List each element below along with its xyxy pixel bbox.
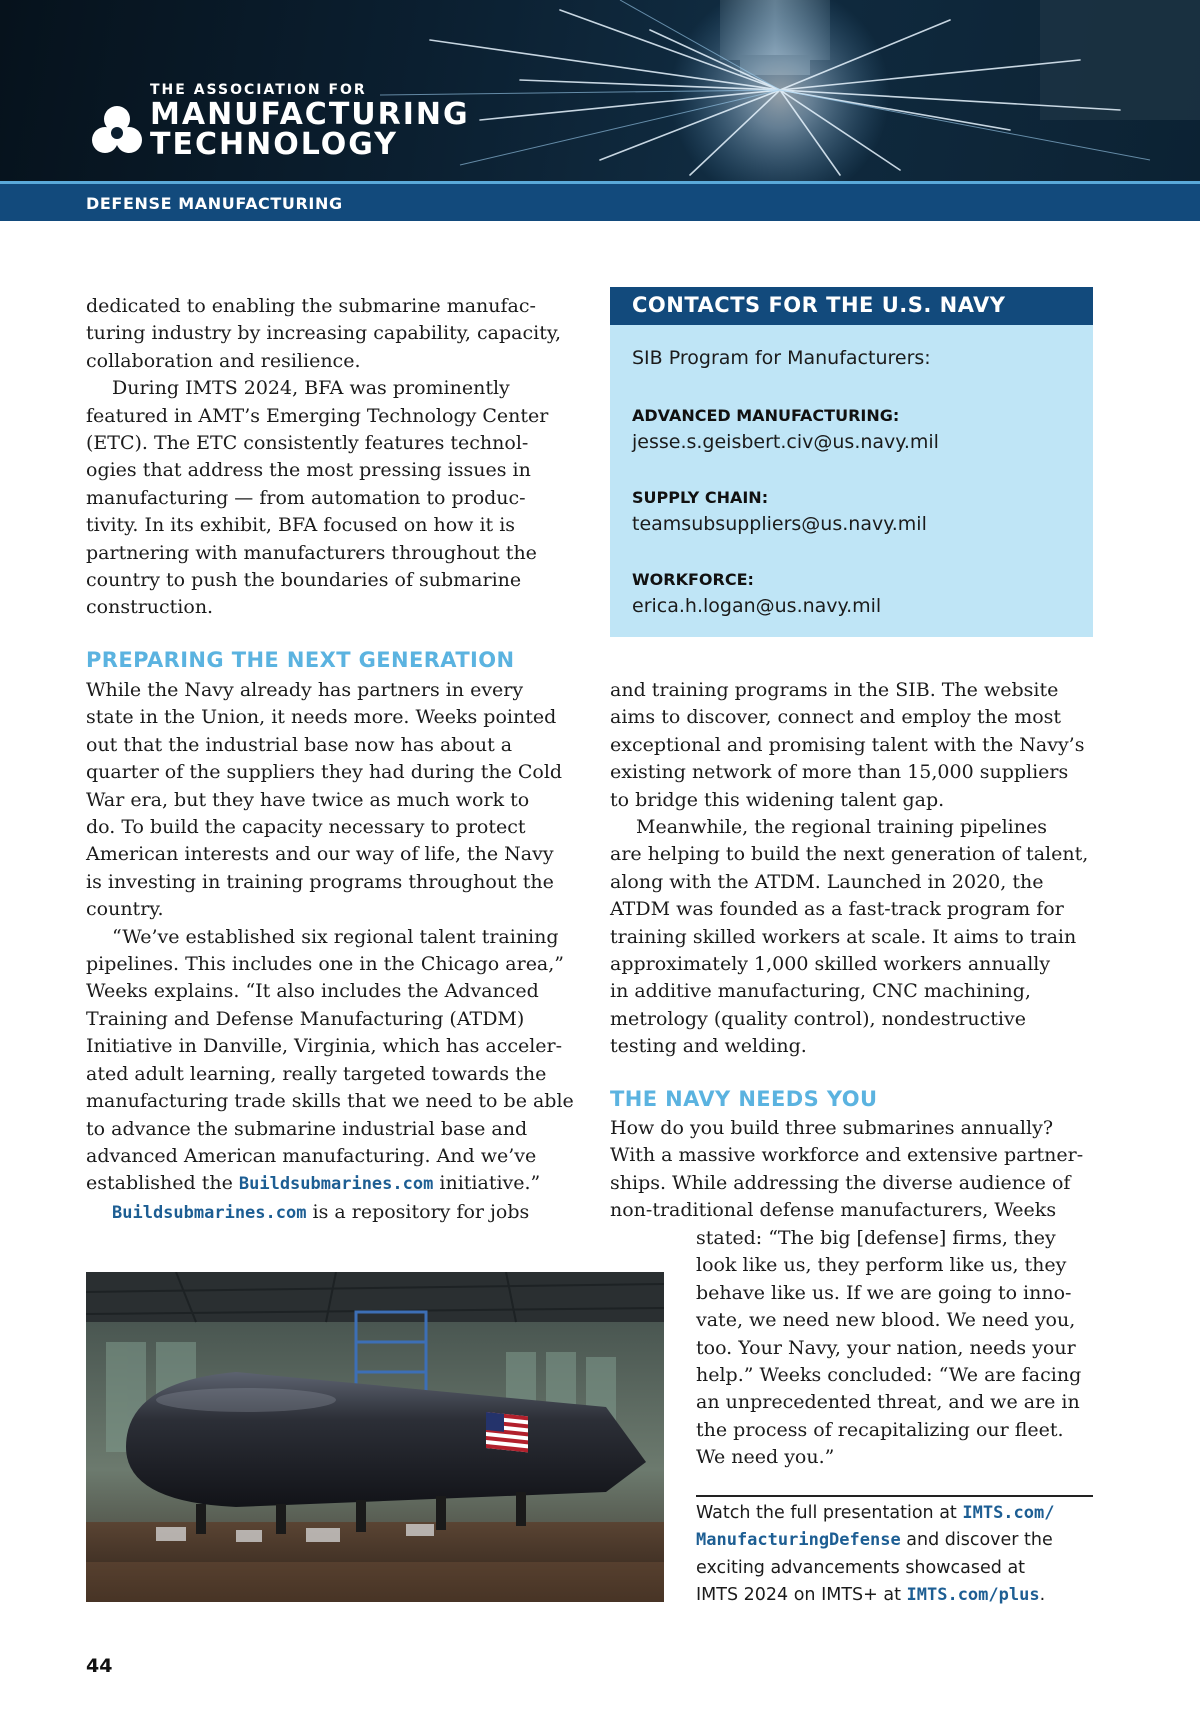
text-line: partnering with manufacturers throughout the: [86, 541, 537, 564]
header-banner: [0, 0, 1200, 181]
text-line: help.” Weeks concluded: “We are facing: [696, 1364, 1082, 1387]
text-line: During IMTS 2024, BFA was prominently: [112, 377, 510, 400]
text-fragment: established the: [86, 1172, 239, 1195]
text-line: metrology (quality control), nondestructive: [610, 1007, 1026, 1030]
buildsubmarines-link-2[interactable]: Buildsubmarines.com: [112, 1202, 307, 1223]
text-line: aims to discover, connect and employ the most: [610, 706, 1062, 729]
advanced-manufacturing-label: ADVANCED MANUFACTURING:: [632, 406, 900, 425]
text-line: Training and Defense Manufacturing (ATDM): [86, 1007, 525, 1030]
text-line: American interests and our way of life, the Navy: [86, 843, 554, 866]
text-line: [696, 1500, 1096, 1527]
logo-tagline: THE ASSOCIATION FOR: [150, 82, 367, 98]
text-line: to bridge this widening talent gap.: [610, 788, 945, 811]
text-line: in additive manufacturing, CNC machining,: [610, 980, 1031, 1003]
text-line: look like us, they perform like us, they: [696, 1254, 1067, 1277]
text-line: [86, 1199, 586, 1227]
supply-chain-label: SUPPLY CHAIN:: [632, 488, 769, 507]
text-fragment: IMTS 2024 on IMTS+ at: [696, 1585, 907, 1606]
text-line: pipelines. This includes one in the Chicago area,”: [86, 953, 565, 976]
text-line: along with the ATDM. Launched in 2020, the: [610, 870, 1044, 893]
submarine-photo: [86, 1272, 664, 1602]
text-line: How do you build three submarines annually?: [610, 1117, 1054, 1139]
heading-preparing-next-generation: PREPARING THE NEXT GENERATION: [86, 648, 515, 672]
contacts-title: CONTACTS FOR THE U.S. NAVY: [632, 293, 1006, 317]
text-line: vate, we need new blood. We need you,: [696, 1309, 1076, 1332]
quote-wrap-text: [696, 1225, 1106, 1472]
text-fragment: Watch the full presentation at: [696, 1503, 963, 1523]
text-line: We need you.”: [696, 1446, 835, 1469]
text-fragment: initiative.”: [433, 1172, 541, 1195]
text-line: “We’ve established six regional talent training: [112, 925, 559, 948]
text-line: country to push the boundaries of submarine: [86, 569, 522, 592]
amt-logo-icon: [88, 102, 146, 160]
text-line: country.: [86, 898, 164, 921]
text-line: exciting advancements showcased at: [696, 1557, 1026, 1578]
text-line: ATDM was founded as a fast-track program for: [610, 898, 1064, 921]
text-line: manufacturing trade skills that we need to be able: [86, 1090, 574, 1113]
text-line: advanced American manufacturing. And we’ve: [86, 1144, 537, 1167]
logo-line-1: MANUFACTURING: [150, 97, 470, 132]
text-line: behave like us. If we are going to inno-: [696, 1281, 1072, 1304]
text-line: manufacturing — from automation to produc-: [86, 486, 526, 509]
left-column-intro: [86, 293, 586, 622]
imts-manufacturing-defense-link[interactable]: IMTS.com/: [962, 1503, 1055, 1523]
text-line: Weeks explains. “It also includes the Advanced: [86, 980, 539, 1003]
text-line: turing industry by increasing capability, capacity,: [86, 322, 562, 345]
text-line: existing network of more than 15,000 suppliers: [610, 761, 1069, 784]
workforce-label: WORKFORCE:: [632, 570, 754, 589]
text-line: collaboration and resilience.: [86, 349, 361, 372]
contacts-header: [610, 287, 1093, 325]
submarine-image: [86, 1272, 664, 1602]
text-line: state in the Union, it needs more. Weeks pointed: [86, 706, 557, 729]
text-line: quarter of the suppliers they had during the Cold: [86, 761, 563, 784]
text-line: ated adult learning, really targeted towards the: [86, 1062, 547, 1085]
text-line: stated: “The big [defense] firms, they: [696, 1227, 1056, 1249]
text-fragment: and discover the: [900, 1530, 1053, 1551]
text-fragment: .: [1039, 1585, 1046, 1606]
text-line: out that the industrial base now has about a: [86, 733, 513, 756]
heading-navy-needs-you: THE NAVY NEEDS YOU: [610, 1087, 878, 1111]
text-line: an unprecedented threat, and we are in: [696, 1391, 1080, 1414]
text-line: is investing in training programs throughout the: [86, 870, 554, 893]
text-line: With a massive workforce and extensive partner-: [610, 1144, 1084, 1167]
text-line: [696, 1582, 1096, 1609]
text-line: (ETC). The ETC consistently features technol-: [86, 432, 529, 455]
text-line: training skilled workers at scale. It aims to train: [610, 925, 1077, 948]
contacts-intro: SIB Program for Manufacturers:: [632, 347, 931, 369]
text-fragment: is a repository for jobs: [306, 1200, 530, 1223]
text-line: testing and welding.: [610, 1035, 807, 1058]
text-line: dedicated to enabling the submarine manufac-: [86, 295, 536, 317]
workforce-email[interactable]: erica.h.logan@us.navy.mil: [632, 595, 882, 617]
right-column-body: [610, 677, 1110, 1061]
text-line: too. Your Navy, your nation, needs your: [696, 1336, 1076, 1359]
text-line: featured in AMT’s Emerging Technology Center: [86, 404, 549, 427]
left-column-body: [86, 677, 586, 1227]
text-line: and training programs in the SIB. The website: [610, 679, 1059, 701]
right-column-closing: [610, 1115, 1110, 1225]
buildsubmarines-link[interactable]: Buildsubmarines.com: [238, 1174, 434, 1195]
section-label: DEFENSE MANUFACTURING: [86, 194, 343, 213]
text-line: War era, but they have twice as much work to: [86, 788, 530, 811]
text-line: ships. While addressing the diverse audience of: [610, 1171, 1071, 1194]
advanced-manufacturing-email[interactable]: jesse.s.geisbert.civ@us.navy.mil: [632, 431, 939, 453]
section-bar: [0, 181, 1200, 221]
text-line: tivity. In its exhibit, BFA focused on how it is: [86, 514, 516, 537]
text-line: [86, 1170, 586, 1198]
text-line: Initiative in Danville, Virginia, which has acceler-: [86, 1035, 563, 1058]
navy-contacts-box: [610, 287, 1093, 637]
logo-line-2: TECHNOLOGY: [150, 127, 398, 162]
text-line: non-traditional defense manufacturers, Weeks: [610, 1199, 1057, 1222]
text-line: ogies that address the most pressing issues in: [86, 459, 531, 482]
text-line: approximately 1,000 skilled workers annually: [610, 953, 1051, 976]
text-line: the process of recapitalizing our fleet.: [696, 1418, 1064, 1441]
text-line: are helping to build the next generation of talent,: [610, 843, 1089, 866]
page-number: 44: [86, 1655, 113, 1677]
supply-chain-email[interactable]: teamsubsuppliers@us.navy.mil: [632, 513, 927, 535]
divider-line: [696, 1495, 1093, 1497]
text-line: do. To build the capacity necessary to protect: [86, 816, 526, 839]
imts-plus-link[interactable]: IMTS.com/plus: [906, 1585, 1040, 1606]
imts-manufacturing-defense-link-2[interactable]: ManufacturingDefense: [696, 1530, 901, 1551]
watch-presentation-note: [696, 1500, 1096, 1610]
text-line: Meanwhile, the regional training pipelines: [636, 816, 1047, 839]
text-line: exceptional and promising talent with the Navy’s: [610, 733, 1085, 756]
text-line: While the Navy already has partners in every: [86, 679, 524, 701]
amt-logo: [88, 82, 508, 162]
text-line: to advance the submarine industrial base and: [86, 1117, 528, 1140]
text-line: construction.: [86, 596, 214, 619]
text-line: [696, 1527, 1096, 1554]
